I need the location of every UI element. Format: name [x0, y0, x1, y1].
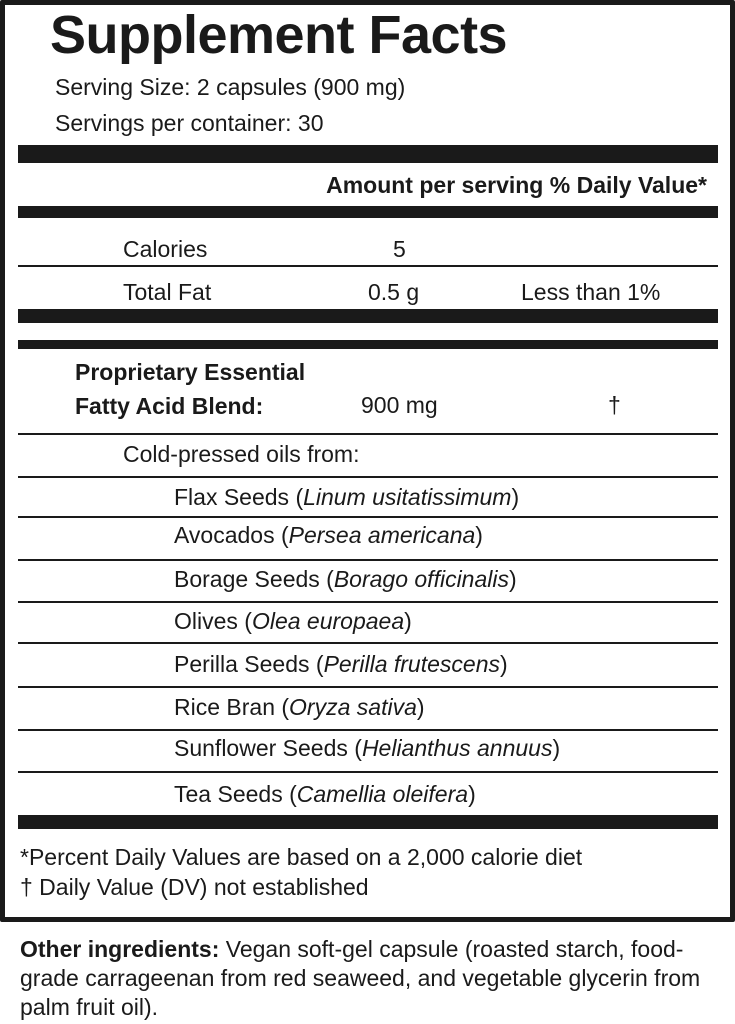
servings-per-container: Servings per container: 30 [55, 110, 324, 136]
row-divider [18, 559, 718, 561]
thick-divider [18, 815, 718, 829]
serving-size: Serving Size: 2 capsules (900 mg) [55, 74, 406, 100]
row-divider [18, 601, 718, 603]
oil-item: Olives (Olea europaea) [174, 608, 412, 634]
oil-item: Avocados (Persea americana) [174, 522, 483, 548]
oil-item: Tea Seeds (Camellia oleifera) [174, 781, 476, 807]
thick-divider [18, 145, 718, 163]
other-ingredients [20, 935, 720, 1022]
calories-amount: 5 [393, 236, 406, 262]
oil-item: Perilla Seeds (Perilla frutescens) [174, 651, 508, 677]
panel-title: Supplement Facts [50, 5, 508, 65]
oils-intro: Cold-pressed oils from: [123, 441, 360, 467]
total-fat-dv: Less than 1% [521, 279, 661, 305]
thick-divider [18, 206, 718, 218]
other-ingredients-text: Vegan soft-gel capsule (roasted starch, food-grade carrageenan from red seaweed, and vegetable glycerin from palm fruit oil). [20, 936, 701, 1020]
total-fat-label: Total Fat [123, 279, 212, 305]
row-divider [18, 771, 718, 773]
thick-divider [18, 340, 718, 349]
oil-item: Borage Seeds (Borago officinalis) [174, 566, 517, 592]
oil-item: Sunflower Seeds (Helianthus annuus) [174, 735, 561, 761]
blend-name-line1: Proprietary Essential [75, 359, 306, 385]
row-divider [18, 642, 718, 644]
row-divider [18, 433, 718, 435]
row-divider [18, 516, 718, 518]
row-divider [18, 686, 718, 688]
thick-divider [18, 309, 718, 323]
row-divider [18, 729, 718, 731]
calories-label: Calories [123, 236, 208, 262]
blend-amount: 900 mg [361, 392, 438, 418]
row-divider [18, 476, 718, 478]
blend-name-line2: Fatty Acid Blend: [75, 393, 264, 419]
total-fat-amount: 0.5 g [368, 279, 420, 305]
oil-item: Rice Bran (Oryza sativa) [174, 694, 425, 720]
other-ingredients-label: Other ingredients: [20, 936, 220, 962]
blend-dv-dagger: † [608, 392, 621, 418]
footnote-daily-value: *Percent Daily Values are based on a 2,000 calorie diet [20, 844, 583, 870]
amount-header: Amount per serving % Daily Value* [326, 172, 707, 198]
row-divider [18, 265, 718, 267]
oil-item: Flax Seeds (Linum usitatissimum) [174, 484, 520, 510]
footnote-dagger: † Daily Value (DV) not established [20, 874, 369, 900]
